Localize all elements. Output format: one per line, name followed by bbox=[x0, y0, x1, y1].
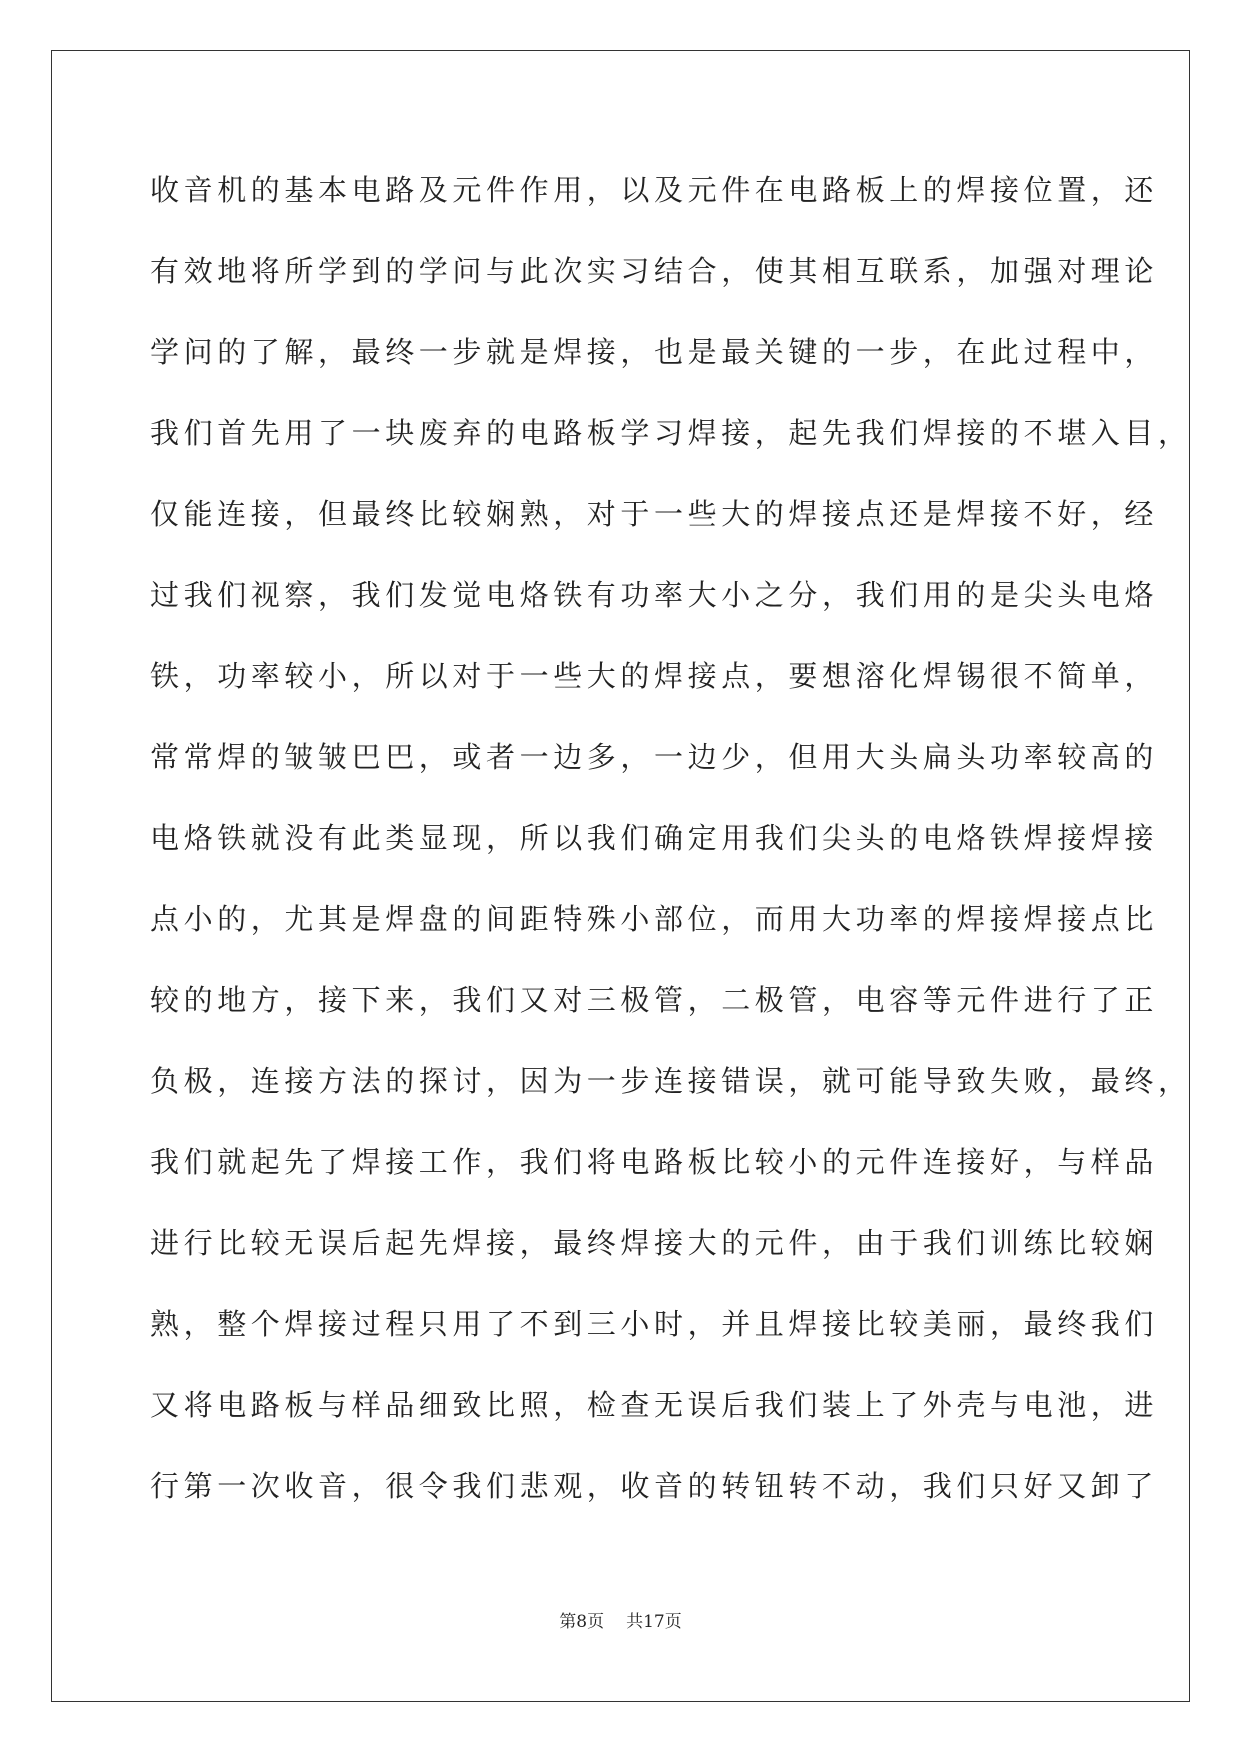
text-line: 进行比较无误后起先焊接，最终焊接大的元件，由于我们训练比较娴 bbox=[150, 1226, 1159, 1260]
text-line: 点小的，尤其是焊盘的间距特殊小部位，而用大功率的焊接焊接点比 bbox=[150, 902, 1159, 936]
page-number-total: 共17页 bbox=[626, 1612, 682, 1632]
text-line: 有效地将所学到的学问与此次实习结合，使其相互联系，加强对理论 bbox=[150, 254, 1159, 288]
text-line: 常常焊的皱皱巴巴，或者一边多，一边少，但用大头扁头功率较高的 bbox=[150, 740, 1159, 774]
page-footer bbox=[0, 1610, 1241, 1634]
text-line: 仅能连接，但最终比较娴熟，对于一些大的焊接点还是焊接不好，经 bbox=[150, 497, 1159, 531]
text-line: 过我们视察，我们发觉电烙铁有功率大小之分，我们用的是尖头电烙 bbox=[150, 578, 1159, 612]
text-line: 较的地方，接下来，我们又对三极管，二极管，电容等元件进行了正 bbox=[150, 983, 1159, 1017]
text-line: 行第一次收音，很令我们悲观，收音的转钮转不动，我们只好又卸了 bbox=[150, 1469, 1159, 1503]
text-line: 熟，整个焊接过程只用了不到三小时，并且焊接比较美丽，最终我们 bbox=[150, 1307, 1159, 1341]
text-line: 我们就起先了焊接工作，我们将电路板比较小的元件连接好，与样品 bbox=[150, 1145, 1159, 1179]
text-line: 电烙铁就没有此类显现，所以我们确定用我们尖头的电烙铁焊接焊接 bbox=[150, 821, 1159, 855]
page-number-current: 第8页 bbox=[559, 1612, 605, 1632]
text-line: 我们首先用了一块废弃的电路板学习焊接，起先我们焊接的不堪入目， bbox=[150, 416, 1192, 450]
text-line: 负极，连接方法的探讨，因为一步连接错误，就可能导致失败，最终， bbox=[150, 1064, 1192, 1098]
text-line: 铁，功率较小，所以对于一些大的焊接点，要想溶化焊锡很不简单， bbox=[150, 659, 1159, 693]
text-line: 收音机的基本电路及元件作用，以及元件在电路板上的焊接位置，还 bbox=[150, 173, 1159, 207]
text-line: 又将电路板与样品细致比照，检查无误后我们装上了外壳与电池，进 bbox=[150, 1388, 1159, 1422]
document-body bbox=[150, 162, 1192, 1539]
text-line: 学问的了解，最终一步就是焊接，也是最关键的一步，在此过程中， bbox=[150, 335, 1159, 369]
